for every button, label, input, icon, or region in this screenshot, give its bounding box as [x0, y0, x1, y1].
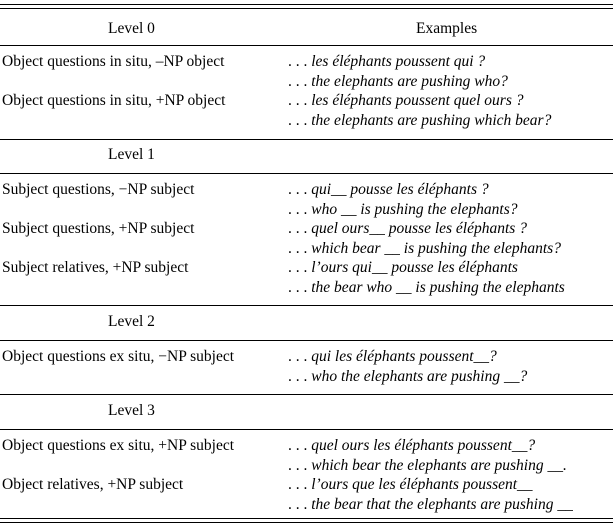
example-fr — [288, 92, 524, 110]
example-text: the bear who __ is pushing the elephants — [311, 279, 565, 296]
ellipsis: . . . — [288, 476, 308, 493]
example-text: the elephants are pushing which bear? — [311, 112, 552, 129]
example-text: who __ is pushing the elephants? — [311, 201, 518, 218]
example-text: which bear __ is pushing the elephants? — [311, 240, 561, 257]
example-en — [288, 73, 508, 91]
ellipsis: . . . — [288, 496, 308, 513]
top-rule — [0, 4, 613, 5]
row-label: Object questions in situ, –NP object — [2, 53, 225, 70]
header-rule — [0, 45, 613, 46]
section-rule — [0, 340, 613, 341]
example-text: qui__ pousse les éléphants ? — [311, 181, 489, 198]
ellipsis: . . . — [288, 368, 308, 385]
ellipsis: . . . — [288, 240, 308, 257]
row-label: Subject questions, −NP subject — [2, 181, 195, 198]
top-rule — [0, 8, 613, 9]
example-text: which bear the elephants are pushing __. — [311, 457, 567, 474]
example-text: quel ours les éléphants poussent__? — [311, 437, 536, 454]
ellipsis: . . . — [288, 279, 308, 296]
section-rule — [0, 429, 613, 430]
example-en — [288, 457, 567, 475]
ellipsis: . . . — [288, 437, 308, 454]
example-en — [288, 496, 573, 514]
ellipsis: . . . — [288, 457, 308, 474]
example-text: the elephants are pushing who? — [311, 73, 508, 90]
example-fr — [288, 181, 489, 199]
ellipsis: . . . — [288, 220, 308, 237]
example-fr — [288, 220, 527, 238]
section-rule — [0, 305, 613, 306]
level-title: Level 2 — [108, 313, 155, 330]
ellipsis: . . . — [288, 73, 308, 90]
example-text: les éléphants poussent qui ? — [311, 53, 486, 70]
ellipsis: . . . — [288, 348, 308, 365]
level-title: Level 1 — [108, 146, 155, 163]
example-text: les éléphants poussent quel ours ? — [311, 92, 524, 109]
ellipsis: . . . — [288, 53, 308, 70]
example-text: quel ours__ pousse les éléphants ? — [311, 220, 527, 237]
ellipsis: . . . — [288, 181, 308, 198]
example-fr — [288, 259, 518, 277]
example-fr — [288, 348, 497, 366]
row-label: Object questions ex situ, −NP subject — [2, 348, 235, 365]
example-text: l’ours qui__ pousse les éléphants — [311, 259, 518, 276]
example-text: l’ours que les éléphants poussent__ — [311, 476, 533, 493]
ellipsis: . . . — [288, 201, 308, 218]
bottom-rule — [0, 522, 613, 523]
example-text: the bear that the elephants are pushing __ — [311, 496, 573, 513]
example-fr — [288, 53, 485, 71]
row-label: Object questions in situ, +NP object — [2, 92, 226, 109]
header-examples: Examples — [416, 20, 478, 37]
row-label: Object relatives, +NP subject — [2, 476, 184, 493]
example-text: qui les éléphants poussent__? — [311, 348, 497, 365]
example-en — [288, 112, 551, 130]
row-label: Subject questions, +NP subject — [2, 220, 195, 237]
level-title: Level 3 — [108, 402, 155, 419]
example-en — [288, 368, 527, 386]
section-rule — [0, 173, 613, 174]
example-en — [288, 279, 565, 297]
row-label: Subject relatives, +NP subject — [2, 259, 189, 276]
section-rule — [0, 139, 613, 140]
bottom-rule — [0, 518, 613, 519]
row-label: Object questions ex situ, +NP subject — [2, 437, 235, 454]
example-text: who the elephants are pushing __? — [311, 368, 528, 385]
ellipsis: . . . — [288, 92, 308, 109]
ellipsis: . . . — [288, 112, 308, 129]
ellipsis: . . . — [288, 259, 308, 276]
example-fr — [288, 476, 533, 494]
example-en — [288, 240, 561, 258]
header-level: Level 0 — [108, 20, 155, 37]
example-en — [288, 201, 517, 219]
example-fr — [288, 437, 535, 455]
section-rule — [0, 394, 613, 395]
